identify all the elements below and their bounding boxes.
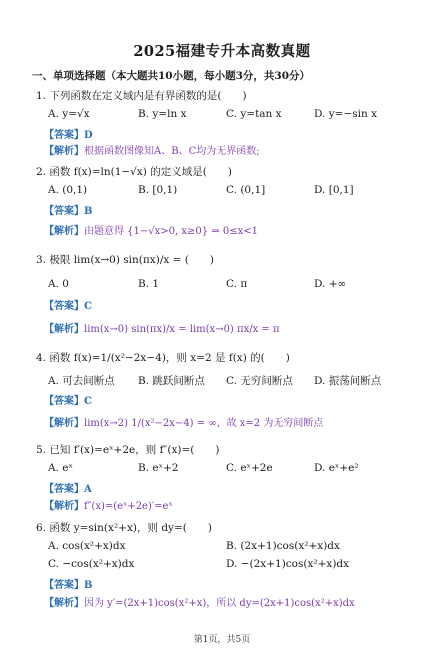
page-title: 2025福建专升本高数真题 [133,43,311,60]
answer-label: 【答案】C [44,396,92,407]
question-stem: 2. 函数 f(x)=ln(1−√x) 的定义域是( ) [36,166,232,178]
explanation-text: lim(x→2) 1/(x²−2x−4) = ∞，故 x=2 为无穷间断点 [84,418,324,429]
answer-label: 【答案】B [44,580,93,591]
option-a: A. cos(x²+x)dx [48,540,126,552]
explanation-tag: 【解析】 [44,324,84,335]
page-footer: 第1页，共5页 [193,635,251,645]
question-stem: 5. 已知 f′(x)=eˣ+2e，则 f″(x)=( ) [36,444,220,456]
explanation [44,414,323,429]
option-c: C. 无穷间断点 [226,375,293,387]
option-c: C. eˣ+2e [226,462,273,474]
option-b: B. 1 [138,278,160,290]
option-a: A. (0,1) [48,184,88,196]
option-b: B. [0,1) [138,184,178,196]
answer-label: 【答案】B [44,206,93,217]
section-heading: 一、单项选择题（本大题共10小题，每小题3分，共30分） [32,70,311,82]
explanation-tag: 【解析】 [44,598,84,609]
option-d: D. eˣ+e² [314,462,359,474]
answer-label: 【答案】C [44,301,92,312]
explanation-tag: 【解析】 [44,146,84,157]
option-d: D. [0,1] [314,184,354,196]
option-d: D. −(2x+1)cos(x²+x)dx [226,558,350,570]
option-d: D. 振荡间断点 [314,375,382,387]
option-a: A. 可去间断点 [48,375,115,387]
option-a: A. 0 [48,278,69,290]
explanation-tag: 【解析】 [44,418,84,429]
option-c: C. y=tan x [226,108,282,120]
option-c: C. π [226,278,248,290]
explanation [44,497,173,512]
answer-label: 【答案】D [44,130,93,141]
explanation-text: 由题意得 {1−√x>0, x≥0} ⇒ 0≤x<1 [84,226,258,237]
option-b: B. 跳跃间断点 [138,375,205,387]
question-stem: 6. 函数 y=sin(x²+x)，则 dy=( ) [36,522,212,534]
explanation-tag: 【解析】 [44,226,84,237]
explanation-text: lim(x→0) sin(πx)/x = lim(x→0) πx/x = π [84,324,280,335]
explanation [44,142,260,157]
explanation [44,222,258,237]
question-stem: 1. 下列函数在定义域内是有界函数的是( ) [36,90,247,102]
option-b: B. (2x+1)cos(x²+x)dx [226,540,340,552]
option-c: C. (0,1] [226,184,266,196]
option-b: B. y=ln x [138,108,187,120]
option-d: D. y=−sin x [314,108,378,120]
option-d: D. +∞ [314,278,347,290]
explanation [44,594,355,609]
question-stem: 3. 极限 lim(x→0) sin(πx)/x = ( ) [36,254,214,266]
option-c: C. −cos(x²+x)dx [48,558,135,570]
option-b: B. eˣ+2 [138,462,179,474]
explanation-text: 根据函数图像知A、B、C均为无界函数; [84,146,260,157]
explanation [44,320,280,335]
explanation-tag: 【解析】 [44,501,84,512]
question-stem: 4. 函数 f(x)=1/(x²−2x−4)，则 x=2 是 f(x) 的( ) [36,352,290,364]
option-a: A. eˣ [48,462,73,474]
answer-label: 【答案】A [44,484,92,495]
explanation-text: f″(x)=(eˣ+2e)′=eˣ [84,501,173,512]
option-a: A. y=√x [48,108,90,120]
explanation-text: 因为 y′=(2x+1)cos(x²+x)，所以 dy=(2x+1)cos(x²+x)dx [84,598,355,609]
